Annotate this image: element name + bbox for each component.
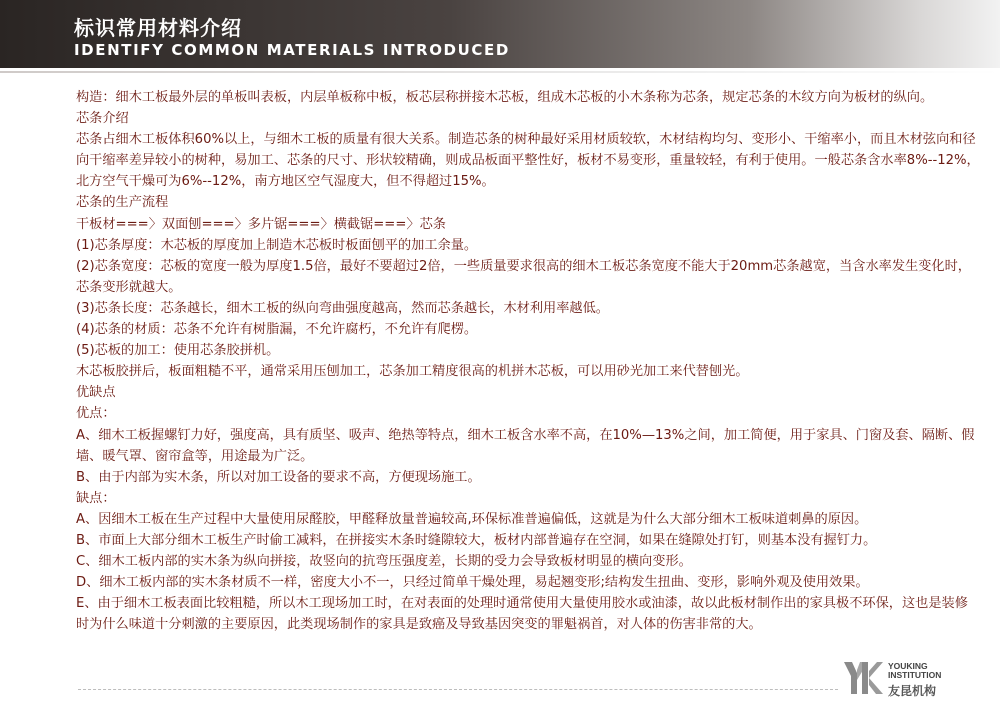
- con-item-d: D、细木工板内部的实木条材质不一样，密度大小不一，只经过简单干燥处理，易起翘变形;结构发生扭曲、变形，影响外观及使用效果。: [76, 575, 869, 591]
- paragraph-structure: 构造：细木工板最外层的单板叫表板，内层单板称中板，板芯层称拼接木芯板，组成木芯板的小木条称为芯条，规定芯条的木纹方向为板材的纵向。: [76, 90, 934, 105]
- paragraph-thickness: (1)芯条厚度：木芯板的厚度加上制造木芯板时板面刨平的加工余量。: [76, 237, 478, 253]
- footer-divider: [78, 689, 838, 690]
- page-subtitle: IDENTIFY COMMON MATERIALS INTRODUCED: [74, 41, 510, 59]
- heading-pros: 优点：: [76, 406, 116, 422]
- heading-pros-cons: 优缺点: [76, 385, 116, 401]
- paragraph-material: (4)芯条的材质：芯条不允许有树脂漏，不允许腐朽，不允许有爬楞。: [76, 322, 478, 338]
- heading-core-strip-intro: 芯条介绍: [76, 111, 129, 127]
- logo-text-cn: 友昆机构: [888, 684, 937, 698]
- youking-logo: [843, 660, 993, 700]
- con-item-b: B、市面上大部分细木工板生产时偷工减料，在拼接实木条时缝隙较大，板材内部普遍存在空洞，如果在缝隙处打钉，则基本没有握钉力。: [76, 532, 877, 548]
- yk-logo-icon: [843, 660, 885, 696]
- paragraph-processing: (5)芯板的加工：使用芯条胶拼机。: [76, 343, 280, 359]
- con-item-a: A、因细木工板在生产过程中大量使用尿醛胶，甲醛释放量普遍较高,环保标准普遍偏低，这就是为什么大部分细木工板味道刺鼻的原因。: [76, 511, 868, 527]
- paragraph-planing: 木芯板胶拼后，板面粗糙不平，通常采用压刨加工，芯条加工精度很高的机拼木芯板，可以用砂光加工来代替刨光。: [76, 364, 749, 380]
- header-shadow: [0, 71, 1000, 73]
- pro-item-a: A、细木工板握螺钉力好，强度高，具有质坚、吸声、绝热等特点，细木工板含水率不高，在10%—13%之间，加工简便，用于家具、门窗及套、隔断、假墙、暖气罩、窗帘盒等，用途最为广泛。: [76, 427, 975, 464]
- body-text: [76, 87, 981, 635]
- pro-item-b: B、由于内部为实木条，所以对加工设备的要求不高，方便现场施工。: [76, 469, 481, 485]
- con-item-e: E、由于细木工板表面比较粗糙，所以木工现场加工时，在对表面的处理时通常使用大量使用胶水或油漆，故以此板材制作出的家具极不环保，这也是装修时为什么味道十分刺激的主要原因，此类现场制作的家具是致癌及导致基因突变的罪魁祸首，对人体的伤害非常的大。: [76, 596, 968, 633]
- paragraph-core-strip-intro: 芯条占细木工板体积60%以上，与细木工板的质量有很大关系。制造芯条的树种最好采用材质较软，木材结构均匀、变形小、干缩率小，而且木材弦向和径向干缩率差异较小的树种，易加工、芯条的尺寸、形状较精确，则成品板面平整性好，板材不易变形，重量较轻，有利于使用。一般芯条含水率8%--12%，北方空气干燥可为6%--12%，南方地区空气湿度大，但不得超过15%。: [76, 132, 980, 190]
- heading-production-flow: 芯条的生产流程: [76, 195, 169, 211]
- paragraph-length: (3)芯条长度：芯条越长，细木工板的纵向弯曲强度越高，然而芯条越长，木材利用率越低。: [76, 300, 609, 316]
- paragraph-width: (2)芯条宽度：芯板的宽度一般为厚度1.5倍，最好不要超过2倍，一些质量要求很高的细木工板芯条宽度不能大于20mm芯条越宽，当含水率发生变化时，芯条变形就越大。: [76, 258, 971, 295]
- header-banner: [0, 0, 1000, 68]
- con-item-c: C、细木工板内部的实木条为纵向拼接，故竖向的抗弯压强度差，长期的受力会导致板材明显的横向变形。: [76, 554, 692, 570]
- heading-cons: 缺点：: [76, 490, 116, 506]
- paragraph-production-flow: 干板材===〉双面刨===〉多片锯===〉横截锯===〉芯条: [76, 216, 446, 232]
- page-title: 标识常用材料介绍: [74, 16, 242, 40]
- logo-text-en: YOUKING INSTITUTION: [888, 661, 942, 680]
